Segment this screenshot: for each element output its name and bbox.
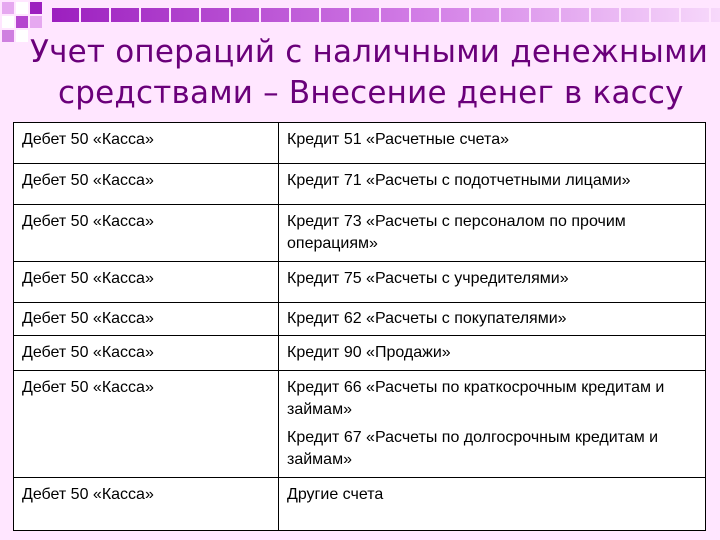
table-row <box>14 303 706 336</box>
credit-entry: Кредит 62 «Расчеты с покупателями» <box>287 310 567 327</box>
debit-cell: Дебет 50 «Касса» <box>14 262 279 303</box>
credit-entry: Кредит 67 «Расчеты по долгосрочным кредитам и займам» <box>287 429 659 468</box>
debit-cell: Дебет 50 «Касса» <box>14 205 279 262</box>
table-row <box>14 205 706 262</box>
table-row <box>14 164 706 205</box>
debit-cell: Дебет 50 «Касса» <box>14 123 279 164</box>
credit-cell <box>279 303 706 336</box>
debit-cell: Дебет 50 «Касса» <box>14 478 279 531</box>
debit-cell: Дебет 50 «Касса» <box>14 371 279 478</box>
credit-entry: Другие счета <box>287 486 384 503</box>
table-row <box>14 371 706 478</box>
credit-entry: Кредит 75 «Расчеты с учредителями» <box>287 270 569 287</box>
credit-cell <box>279 123 706 164</box>
credit-cell <box>279 262 706 303</box>
credit-entry: Кредит 90 «Продажи» <box>287 344 451 361</box>
table-row <box>14 336 706 371</box>
credit-entry: Кредит 73 «Расчеты с персоналом по прочим операциям» <box>287 213 626 252</box>
debit-cell: Дебет 50 «Касса» <box>14 164 279 205</box>
table-row <box>14 123 706 164</box>
credit-cell <box>279 478 706 531</box>
slide-title-line1: Учет операций с наличными денежными <box>30 34 709 70</box>
credit-cell <box>279 205 706 262</box>
credit-cell <box>279 336 706 371</box>
debit-cell: Дебет 50 «Касса» <box>14 303 279 336</box>
credit-entry: Кредит 66 «Расчеты по краткосрочным кредитам и займам» <box>287 379 665 418</box>
table-row <box>14 478 706 531</box>
table-row <box>14 262 706 303</box>
credit-entry: Кредит 71 «Расчеты с подотчетными лицами» <box>287 172 631 189</box>
credit-cell <box>279 371 706 478</box>
slide-title-line2: средствами – Внесение денег в кассу <box>58 75 684 111</box>
debit-cell: Дебет 50 «Касса» <box>14 336 279 371</box>
credit-cell <box>279 164 706 205</box>
cash-operations-table <box>13 122 706 531</box>
slide-title <box>30 32 710 114</box>
credit-entry: Кредит 51 «Расчетные счета» <box>287 131 509 148</box>
